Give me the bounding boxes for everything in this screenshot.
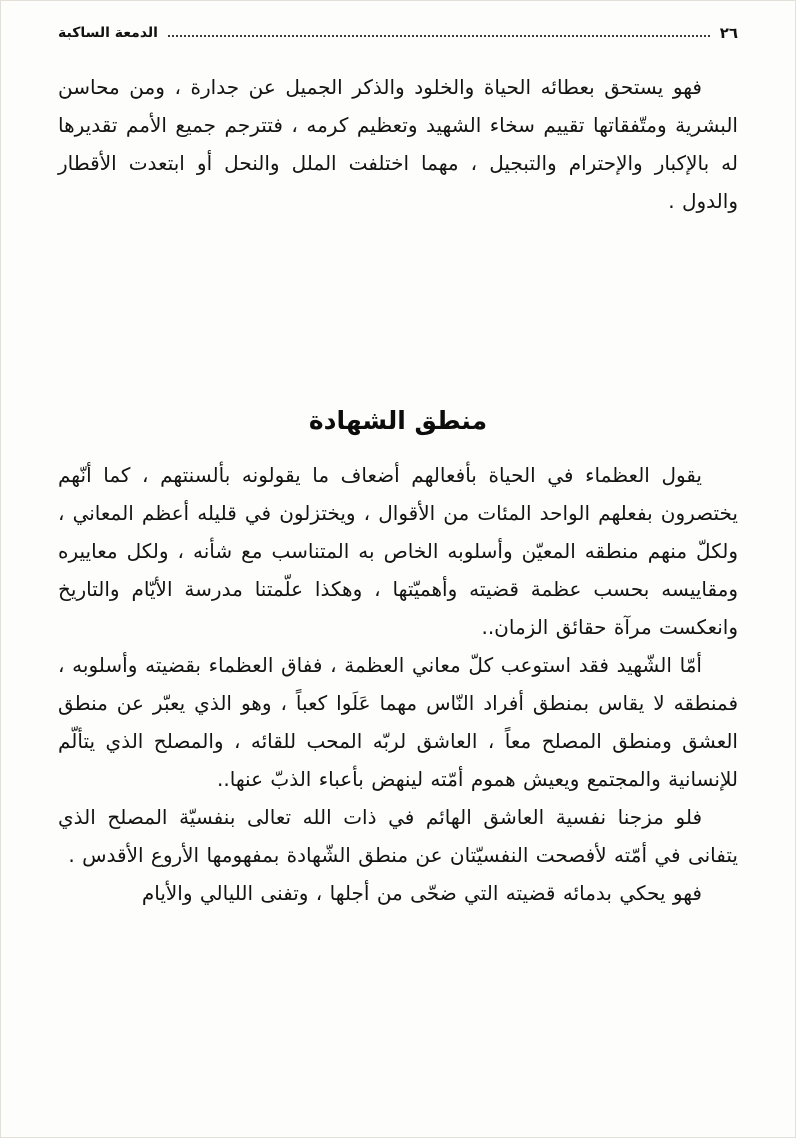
paragraph-1: يقول العظماء في الحياة بأفعالهم أضعاف ما يقولونه بألسنتهم ، كما أنّهم يختصرون بفعلهم الواحد المئات من الأقوال ، ويختزلون في قليله أعظم المعاني ، ولكلّ منهم منطقه المعيّن وأسلوبه الخاص به المتناسب مع شأنه ، ولكل معاييره ومقاييسه بحسب عظمة قضيته وأهميّتها ، وهكذا علّمتنا مدرسة الأيّام والتاريخ وانعكست مرآة حقائق الزمان.. [58,463,738,639]
paragraph-4: فهو يحكي بدمائه قضيته التي ضحّى من أجلها ، وتفنى الليالي والأيام [141,881,702,905]
page-number: ٢٦ [719,24,738,42]
paragraph-3: فلو مزجنا نفسية العاشق الهائم في ذات الله تعالى بنفسيّة المصلح الذي يتفانى في أمّته لأفصحت النفسيّتان عن منطق الشّهادة بمفهومها الأروع الأقدس . [58,805,738,867]
book-title: الدمعة الساكبة [58,25,158,41]
paragraph-2: أمّا الشّهيد فقد استوعب كلّ معاني العظمة ، ففاق العظماء بقضيته وأسلوبه ، فمنطقه لا يقاس بمنطق أفراد النّاس مهما عَلَوا كعباً ، وهو الذي يعبّر عن منطق العشق ومنطق المصلح معاً ، العاشق لربّه المحب للقائه ، والمصلح الذي يتألّم للإنسانية والمجتمع ويعيش هموم أمّته لينهض بأعباء الذبّ عنها.. [58,653,738,791]
intro-paragraph: فهو يستحق بعطائه الحياة والخلود والذكر الجميل عن جدارة ، ومن محاسن البشرية ومتّفقاتها تقييم سخاء الشهيد وتعظيم كرمه ، فتترجم جميع الأمم تقديرها له بالإكبار والإحترام والتبجيل ، مهما اختلفت الملل والنحل أو ابتعدت الأقطار والدول . [58,75,738,213]
dotted-leader [168,35,710,37]
section-heading: منطق الشهادة [308,406,488,435]
page-body [58,68,738,912]
page-header [58,24,738,42]
